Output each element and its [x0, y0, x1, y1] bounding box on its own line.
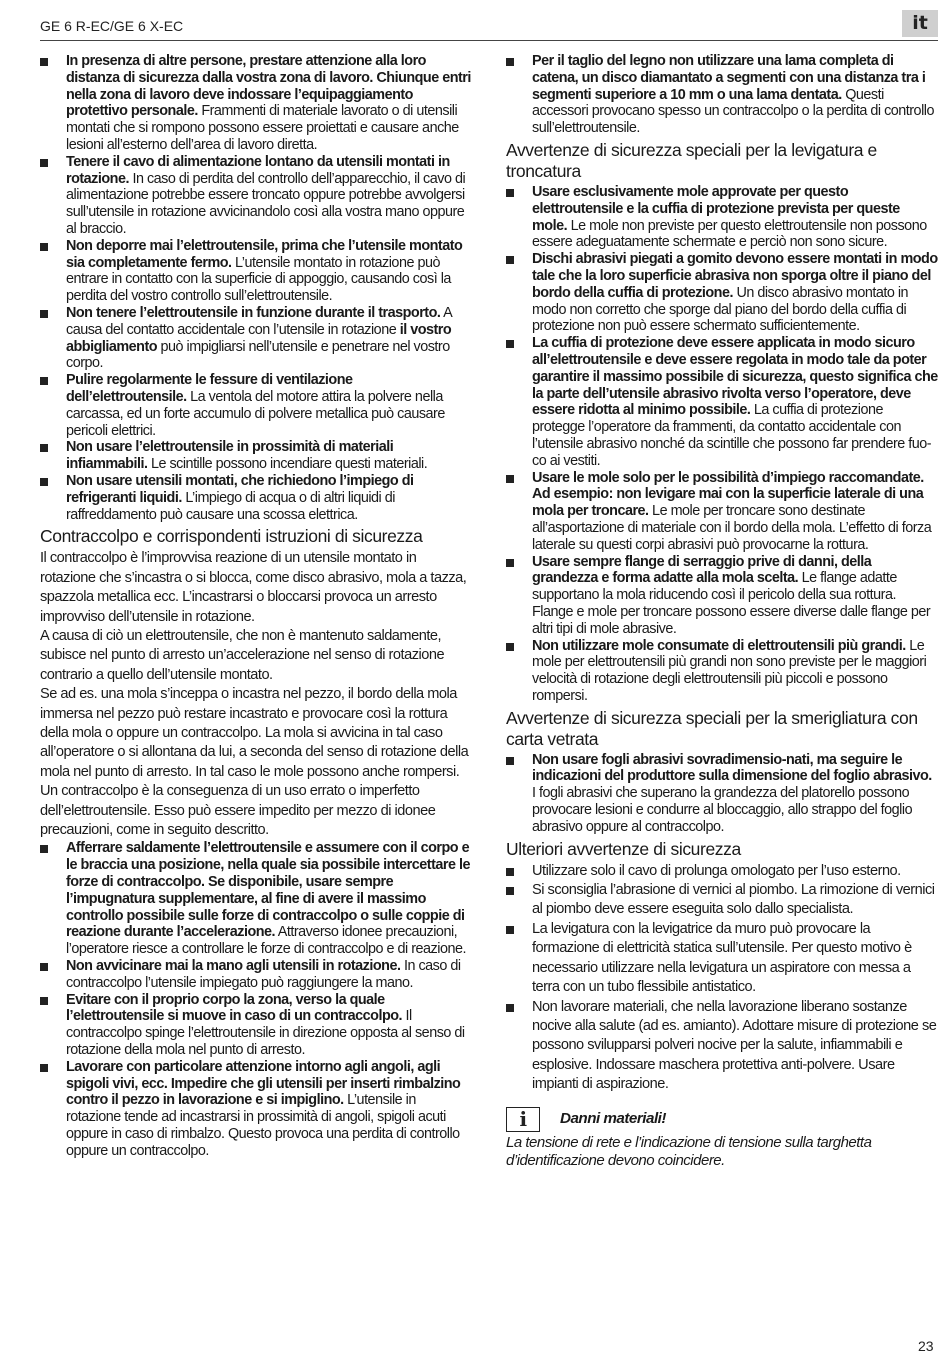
- bullet-square-icon: [506, 757, 514, 765]
- bullet-square-icon: [40, 444, 48, 452]
- list-item: Non utilizzare mole consumate di elettroutensili più grandi. Le mole per elettroutensili più grandi non sono previste per le maggiori velocità di rotazione degli elettroutensili più piccoli e possono rompersi.: [506, 638, 938, 705]
- safety-list-sanding: [506, 752, 938, 836]
- bullet-square-icon: [506, 58, 514, 66]
- bullet-square-icon: [506, 887, 514, 895]
- bullet-square-icon: [40, 159, 48, 167]
- header-title: GE 6 R-EC/GE 6 X-EC: [40, 18, 184, 34]
- list-item: Si sconsiglia l’abrasione di vernici al piombo. La rimozione di vernici al piombo deve essere eseguita solo dallo specialista.: [506, 881, 938, 920]
- list-item: La levigatura con la levigatrice da muro può provocare la formazione di elettricità statica sull’utensile. Per questo motivo è necessario utilizzare nella levigatura un aspiratore con messa a terra con un tubo flessibile antistatico.: [506, 920, 938, 998]
- list-item: Evitare con il proprio corpo la zona, verso la quale l’elettroutensile si muove in caso di un contraccolpo. Il contraccolpo spinge l’elettroutensile in direzione opposta al senso di rotazione della mola nel punto di arresto.: [40, 992, 472, 1059]
- right-column: [506, 53, 938, 1170]
- paragraph: Il contraccolpo è l’improvvisa reazione di un utensile montato in rotazione che s’incastra o si blocca, come disco abrasivo, mola a tazza, spazzola metallica ecc. L’incastrarsi o bloccarsi provoca un arresto improvviso dell’utensile in rotazione.: [40, 550, 467, 625]
- list-item: Afferrare saldamente l’elettroutensile e assumere con il corpo e le braccia una posizione, nella quale sia possibile intercettare le forze di contraccolpo. Se disponibile, usare sempre l’impugnatura supplementare, al fine di avere il massimo controllo possibile sulle forze di contraccolpo o sulle coppie di reazione durante l’accelerazione. Attraverso idonee precauzioni, l’operatore riesce a controllare le forze di contraccolpo e di reazione.: [40, 840, 472, 958]
- info-icon: i: [506, 1107, 540, 1132]
- list-item: Non usare fogli abrasivi sovradimensio-nati, ma seguire le indicazioni del produttore sulla dimensione del foglio abrasivo. I fogli abrasivi che superano la grandezza del platorello possono provocare lesioni e condurre al bloccaggio, allo strappo del foglio abrasivo oppure al contraccolpo.: [506, 752, 938, 836]
- list-item: Tenere il cavo di alimentazione lontano da utensili montati in rotazione. In caso di perdita del controllo dell’apparecchio, il cavo di alimentazione potrebbe essere troncato oppure potrebbe avvolgersi sull’utensile in rotazione avvicinandolo così alla vostra mano oppure al braccio.: [40, 154, 472, 238]
- list-item: Pulire regolarmente le fessure di ventilazione dell’elettroutensile. La ventola del motore attira la polvere nella carcassa, ed un forte accumulo di polvere metallica può causare pericoli elettrici.: [40, 372, 472, 439]
- safety-list-grinding: [506, 184, 938, 705]
- bullet-square-icon: [506, 475, 514, 483]
- list-item: Dischi abrasivi piegati a gomito devono essere montati in modo tale che la loro superficie abrasiva non sporga oltre il piano del bordo della cuffia di protezione. Un disco abrasivo montato in modo non corretto che sporge dal piano del bordo della cuffia di protezione non può essere schermato sufficientemente.: [506, 251, 938, 335]
- note-title: Danni materiali!: [560, 1109, 666, 1127]
- paragraph: A causa di ciò un elettroutensile, che non è mantenuto saldamente, subisce nel punto di arresto un’accelerazione nel senso di rotazione contrario a quello dell’utensile montato.: [40, 627, 445, 683]
- bullet-square-icon: [40, 845, 48, 853]
- bullet-square-icon: [40, 58, 48, 66]
- list-item: La cuffia di protezione deve essere applicata in modo sicuro all’elettroutensile e deve essere regolata in modo tale da poter garantire il massimo possibile di sicurezza, questo significa che la parte dell’utensile abrasivo rivolta verso l’operatore, deve essere ridotta al minimo possibile. La cuffia di protezione protegge l’operatore da frammenti, da contatto accidentale con l’utensile abrasivo nonché da scintille che possono far prendere fuo-co ai vestiti.: [506, 335, 938, 469]
- list-item: Usare le mole solo per le possibilità d’impiego raccomandate. Ad esempio: non levigare mai con la superficie laterale di una mola per troncare. Le mole per troncare sono destinate all’asportazione di materiale con il bordo della mola. L’effetto di forza laterale su questi corpi abrasivi può provocarne la rottura.: [506, 470, 938, 554]
- list-item: Lavorare con particolare attenzione intorno agli angoli, agli spigoli vivi, ecc. Impedire che gli utensili per inserti rimbalzino contro il pezzo in lavorazione e si impiglino. L’utensile in rotazione tende ad incastrarsi in prossimità di angoli, spigoli acuti oppure in caso di rimbalzo. Questo provoca una perdita di controllo oppure un contraccolpo.: [40, 1059, 472, 1160]
- bullet-square-icon: [40, 963, 48, 971]
- language-badge: it: [902, 10, 938, 37]
- bullet-square-icon: [40, 478, 48, 486]
- bullet-square-icon: [40, 377, 48, 385]
- section-heading-grinding: Avvertenze di sicurezza speciali per la levigatura e troncatura: [506, 139, 877, 181]
- list-item: Per il taglio del legno non utilizzare una lama completa di catena, un disco diamantato a segmenti con una distanza tra i segmenti superiore a 10 mm o una lama dentata. Questi accessori provocano spesso un contraccolpo o la perdita di controllo sull’elettroutensile.: [506, 53, 938, 137]
- list-item: Non deporre mai l’elettroutensile, prima che l’utensile montato sia completamente fermo. L’utensile montato in rotazione può entrare in contatto con la superficie di appoggio, causando così la perdita del vostro controllo sull’elettroutensile.: [40, 238, 472, 305]
- safety-list-wood: [506, 53, 938, 137]
- kickback-intro: [40, 549, 472, 840]
- paragraph: Se ad es. una mola s’inceppa o incastra nel pezzo, il bordo della mola immersa nel pezzo può restare incastrato e provocare così la rottura della mola o oppure un contraccolpo. La mola si avvicina in tal caso all’operatore o si allontana da lui, a seconda del senso di rotazione della mola nel punto di arresto. In tal caso le mole possono anche rompersi.: [40, 686, 469, 780]
- safety-list-kickback: [40, 840, 472, 1159]
- bullet-square-icon: [40, 310, 48, 318]
- list-item: In presenza di altre persone, prestare attenzione alla loro distanza di sicurezza dalla vostra zona di lavoro. Chiunque entri nella zona di lavoro deve indossare l’equipaggiamento protettivo personale. Frammenti di materiale lavorato o di utensili montati che si rompono possono essere proiettati e causare anche lesioni all’esterno dell’area di lavoro diretta.: [40, 53, 472, 154]
- list-item: Non usare l’elettroutensile in prossimità di materiali infiammabili. Le scintille possono incendiare questi materiali.: [40, 439, 472, 473]
- safety-list-further: [506, 862, 938, 1095]
- bullet-square-icon: [506, 868, 514, 876]
- list-item: Usare esclusivamente mole approvate per questo elettroutensile e la cuffia di protezione prevista per queste mole. Le mole non previste per questo elettroutensile non possono essere adeguatamente schermate e perciò non sono sicure.: [506, 184, 938, 251]
- bullet-square-icon: [506, 256, 514, 264]
- section-heading-kickback: Contraccolpo e corrispondenti istruzioni di sicurezza: [40, 526, 423, 547]
- bullet-square-icon: [506, 559, 514, 567]
- bullet-square-icon: [506, 189, 514, 197]
- bullet-square-icon: [506, 926, 514, 934]
- list-item: Non lavorare materiali, che nella lavorazione liberano sostanze nocive alla salute (ad es. amianto). Adottare misure di protezione se possono svilupparsi polveri nocive per la salute, infiammabili e esplosive. Indossare maschera protettiva anti-polvere. Usare impianti di aspirazione.: [506, 998, 938, 1095]
- section-heading-sanding: Avvertenze di sicurezza speciali per la smerigliatura con carta vetrata: [506, 707, 918, 749]
- bullet-square-icon: [40, 997, 48, 1005]
- list-item: Non avvicinare mai la mano agli utensili in rotazione. In caso di contraccolpo l’utensile impiegato può raggiungere la mano.: [40, 958, 472, 992]
- paragraph: Un contraccolpo è la conseguenza di un uso errato o imperfetto dell’elettroutensile. Esso può essere impedito per mezzo di idonee precauzioni, come in seguito descritto.: [40, 783, 436, 838]
- note-text: La tensione di rete e l’indicazione di tensione sulla targhetta d’identificazione devono coincidere.: [506, 1133, 872, 1169]
- bullet-square-icon: [40, 243, 48, 251]
- safety-list-general: [40, 53, 472, 523]
- list-item: Non tenere l’elettroutensile in funzione durante il trasporto. A causa del contatto accidentale con l’utensile in rotazione il vostro abbigliamento può impigliarsi nell’utensile e penetrare nel vostro corpo.: [40, 305, 472, 372]
- bullet-square-icon: [506, 643, 514, 651]
- bullet-square-icon: [40, 1064, 48, 1072]
- list-item: Utilizzare solo il cavo di prolunga omologato per l’uso esterno.: [506, 862, 938, 881]
- page-number: 23: [918, 1338, 934, 1354]
- left-column: [40, 53, 472, 1160]
- bullet-square-icon: [506, 1004, 514, 1012]
- note-material-damage: [506, 1107, 938, 1132]
- list-item: Usare sempre flange di serraggio prive di danni, della grandezza e forma adatte alla mola scelta. Le flange adatte supportano la mola riducendo così il pericolo della sua rottura. Flange e mole per troncare possono essere diverse dalle flange per altri tipi di mole abrasive.: [506, 554, 938, 638]
- header-divider: [40, 40, 938, 41]
- bullet-square-icon: [506, 340, 514, 348]
- section-heading-further: Ulteriori avvertenze di sicurezza: [506, 838, 741, 859]
- list-item: Non usare utensili montati, che richiedono l’impiego di refrigeranti liquidi. L’impiego di acqua o di altri liquidi di raffreddamento può causare una scossa elettrica.: [40, 473, 472, 523]
